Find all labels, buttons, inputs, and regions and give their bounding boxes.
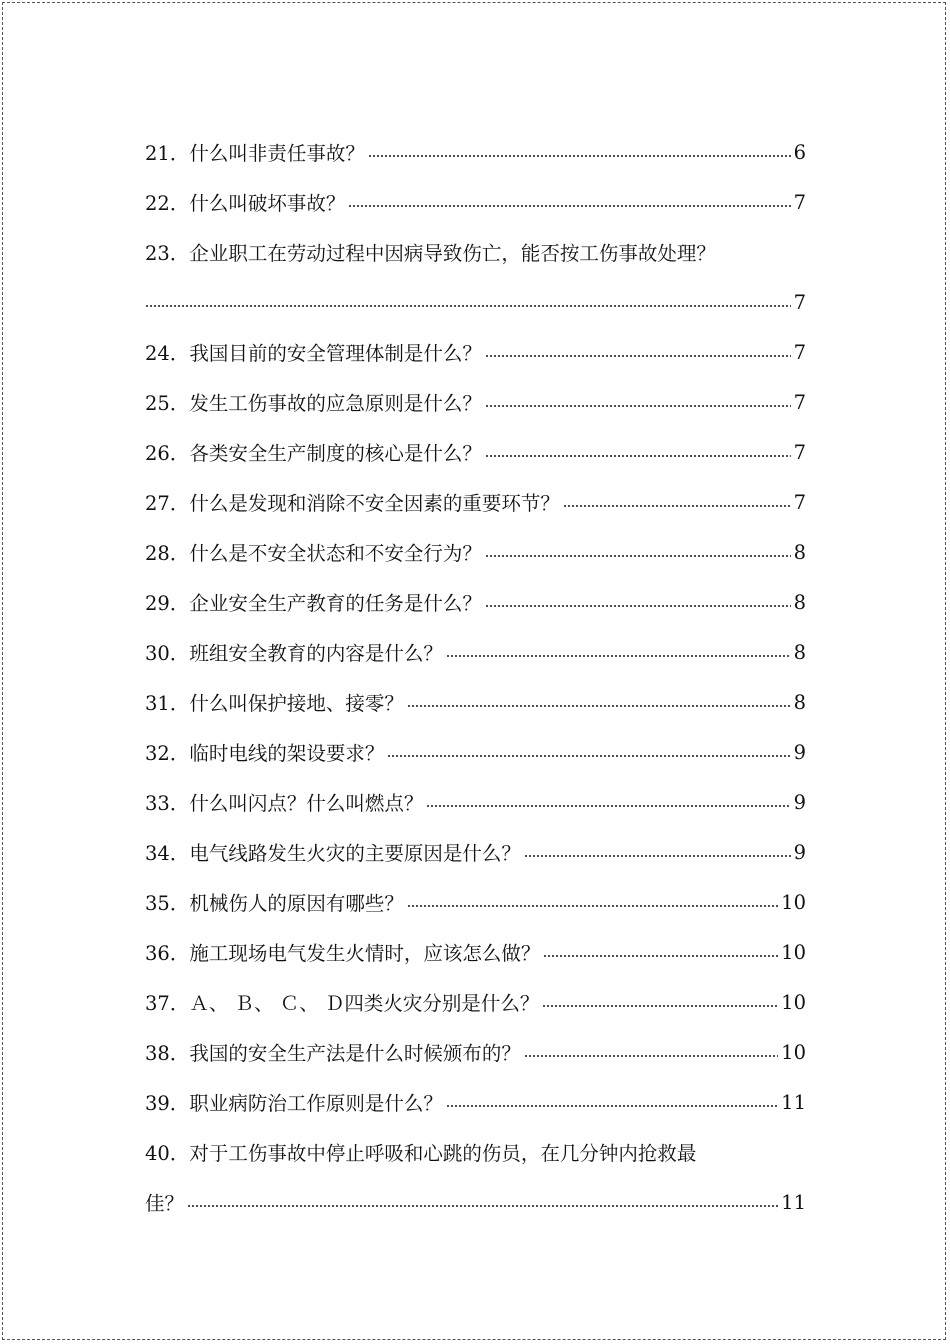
dot-leader [485,454,791,458]
toc-entry-number: 31． [145,692,190,715]
toc-entry-number: 36． [145,942,190,965]
dot-leader [368,154,791,158]
toc-entry-page: 8 [793,540,806,564]
toc-entry-title: 职业病防治工作原则是什么？ [189,1092,443,1115]
dot-leader [348,204,790,208]
toc-entry-number: 38． [145,1042,190,1065]
toc-entry-38[interactable] [145,1027,806,1077]
toc-entry-33[interactable] [145,777,806,827]
toc-entry-title: 对于工伤事故中停止呼吸和心跳的伤员，在几分钟内抢救最 [189,1142,697,1165]
dot-leader [446,654,791,658]
toc-entry-number: 29． [145,592,190,615]
dot-leader [145,304,791,308]
dot-leader [485,604,791,608]
toc-entry-title: 企业职工在劳动过程中因病导致伤亡，能否按工伤事故处理？ [189,242,716,265]
toc-entry-page: 7 [793,490,806,514]
toc-entry-page: 7 [793,390,806,414]
dot-leader [187,1204,778,1208]
toc-entry-title: 电气线路发生火灾的主要原因是什么？ [189,842,521,865]
toc-entry-page: 8 [793,640,806,664]
dot-leader [542,1004,778,1008]
toc-entry-21[interactable] [145,127,806,177]
toc-entry-page: 7 [793,290,806,314]
toc-entry-23[interactable] [145,227,806,277]
toc-entry-36[interactable] [145,927,806,977]
toc-entry-number: 30． [145,642,190,665]
toc-entry-page: 8 [793,690,806,714]
dot-leader [563,504,791,508]
toc-entry-37[interactable] [145,977,806,1027]
toc-entry-title: 机械伤人的原因有哪些？ [189,892,404,915]
toc-entry-number: 28． [145,542,190,565]
toc-entry-page: 9 [793,790,806,814]
dot-leader [485,404,791,408]
toc-entry-page: 7 [793,440,806,464]
toc-entry-22[interactable] [145,177,806,227]
dot-leader [407,704,791,708]
toc-entry-40[interactable] [145,1127,806,1177]
toc-entry-page: 10 [781,940,806,964]
dot-leader [485,554,791,558]
toc-entry-number: 21． [145,142,190,165]
toc-entry-title: 临时电线的架设要求？ [189,742,385,765]
toc-entry-number: 27． [145,492,190,515]
toc-entry-39[interactable] [145,1077,806,1127]
toc-entry-title: 什么叫破坏事故？ [189,192,346,215]
toc-entry-page: 11 [781,1090,806,1114]
toc-entry-35[interactable] [145,877,806,927]
toc-entry-number: 32． [145,742,190,765]
dot-leader [426,804,790,808]
toc-entry-number: 33． [145,792,190,815]
toc-entry-title: 企业安全生产教育的任务是什么？ [189,592,482,615]
toc-entry-28[interactable] [145,527,806,577]
toc-entry-title: 各类安全生产制度的核心是什么？ [189,442,482,465]
toc-entry-number: 39． [145,1092,190,1115]
toc-entry-title: 什么是不安全状态和不安全行为？ [189,542,482,565]
table-of-contents [145,127,806,1227]
toc-entry-26[interactable] [145,427,806,477]
toc-entry-title: 什么叫保护接地、接零？ [189,692,404,715]
toc-entry-title: 什么叫非责任事故？ [189,142,365,165]
dot-leader [524,1054,778,1058]
toc-entry-title: Ａ、 Ｂ、 Ｃ、 Ｄ四类火灾分别是什么？ [189,992,540,1015]
toc-entry-page: 10 [781,1040,806,1064]
toc-entry-23-continuation[interactable] [145,277,806,327]
toc-entry-title: 班组安全教育的内容是什么？ [189,642,443,665]
dot-leader [524,854,791,858]
toc-entry-31[interactable] [145,677,806,727]
toc-entry-34[interactable] [145,827,806,877]
toc-entry-page: 10 [781,990,806,1014]
toc-entry-title: 我国目前的安全管理体制是什么？ [189,342,482,365]
toc-entry-number: 24． [145,342,190,365]
toc-entry-title: 施工现场电气发生火情时，应该怎么做？ [189,942,541,965]
toc-entry-number: 34． [145,842,190,865]
dot-leader [543,954,778,958]
toc-entry-number: 40． [145,1142,190,1165]
toc-entry-30[interactable] [145,627,806,677]
toc-entry-page: 9 [793,740,806,764]
toc-entry-29[interactable] [145,577,806,627]
toc-entry-number: 23． [145,242,190,265]
toc-entry-page: 7 [793,190,806,214]
toc-entry-24[interactable] [145,327,806,377]
toc-entry-title-continuation: 佳？ [145,1192,185,1215]
toc-entry-page: 6 [793,140,806,164]
toc-entry-27[interactable] [145,477,806,527]
dot-leader [387,754,790,758]
toc-entry-page: 11 [781,1190,806,1214]
toc-entry-page: 8 [793,590,806,614]
dot-leader [407,904,778,908]
dot-leader [485,354,791,358]
toc-entry-title: 发生工伤事故的应急原则是什么？ [189,392,482,415]
toc-entry-number: 37． [145,992,190,1015]
dot-leader [446,1104,778,1108]
toc-entry-title: 我国的安全生产法是什么时候颁布的？ [189,1042,521,1065]
toc-entry-page: 10 [781,890,806,914]
toc-entry-page: 7 [793,340,806,364]
toc-entry-number: 22． [145,192,190,215]
toc-entry-25[interactable] [145,377,806,427]
toc-entry-32[interactable] [145,727,806,777]
toc-entry-title: 什么是发现和消除不安全因素的重要环节？ [189,492,560,515]
toc-entry-40-continuation[interactable] [145,1177,806,1227]
toc-entry-number: 26． [145,442,190,465]
toc-entry-number: 35． [145,892,190,915]
toc-entry-page: 9 [793,840,806,864]
toc-entry-number: 25． [145,392,190,415]
toc-entry-title: 什么叫闪点？什么叫燃点？ [189,792,424,815]
